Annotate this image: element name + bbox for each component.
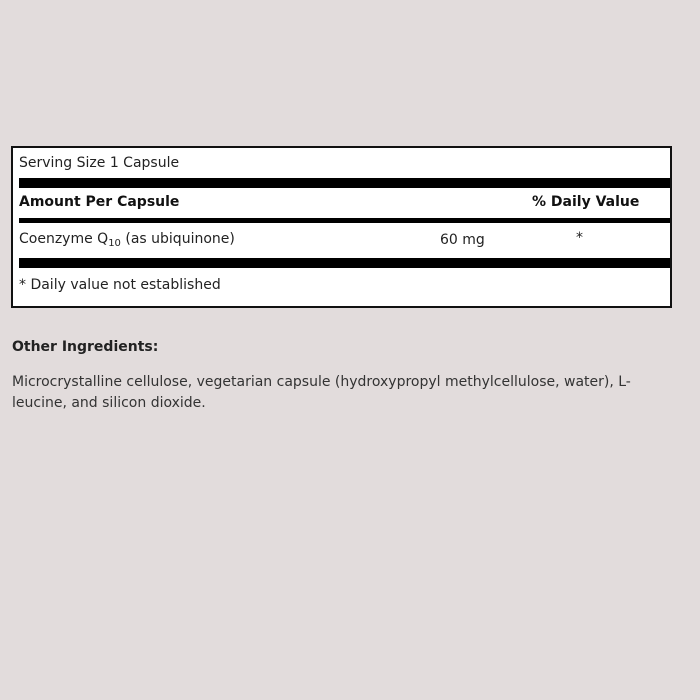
footnote: * Daily value not established [19,277,221,293]
ingredient-name [19,230,235,248]
ingredient-amount: 60 mg [440,232,485,248]
daily-value-header: % Daily Value [532,194,640,210]
header-divider [19,218,670,223]
ingredient-name-prefix: Coenzyme Q [19,231,109,247]
thick-divider [19,258,670,268]
ingredient-name-suffix: (as ubiquinone) [120,231,235,247]
ingredient-daily-value: * [576,230,583,246]
thick-divider [19,178,670,188]
other-ingredients-text: Microcrystalline cellulose, vegetarian capsule (hydroxypropyl methylcellulose, water), L-leucine, and silicon dioxide. [12,374,631,411]
ingredient-name-subscript: 10 [108,238,121,249]
amount-per-capsule-header: Amount Per Capsule [19,194,180,210]
supplement-facts-panel [11,146,672,308]
other-ingredients-heading: Other Ingredients: [12,339,159,355]
serving-size: Serving Size 1 Capsule [19,155,180,171]
